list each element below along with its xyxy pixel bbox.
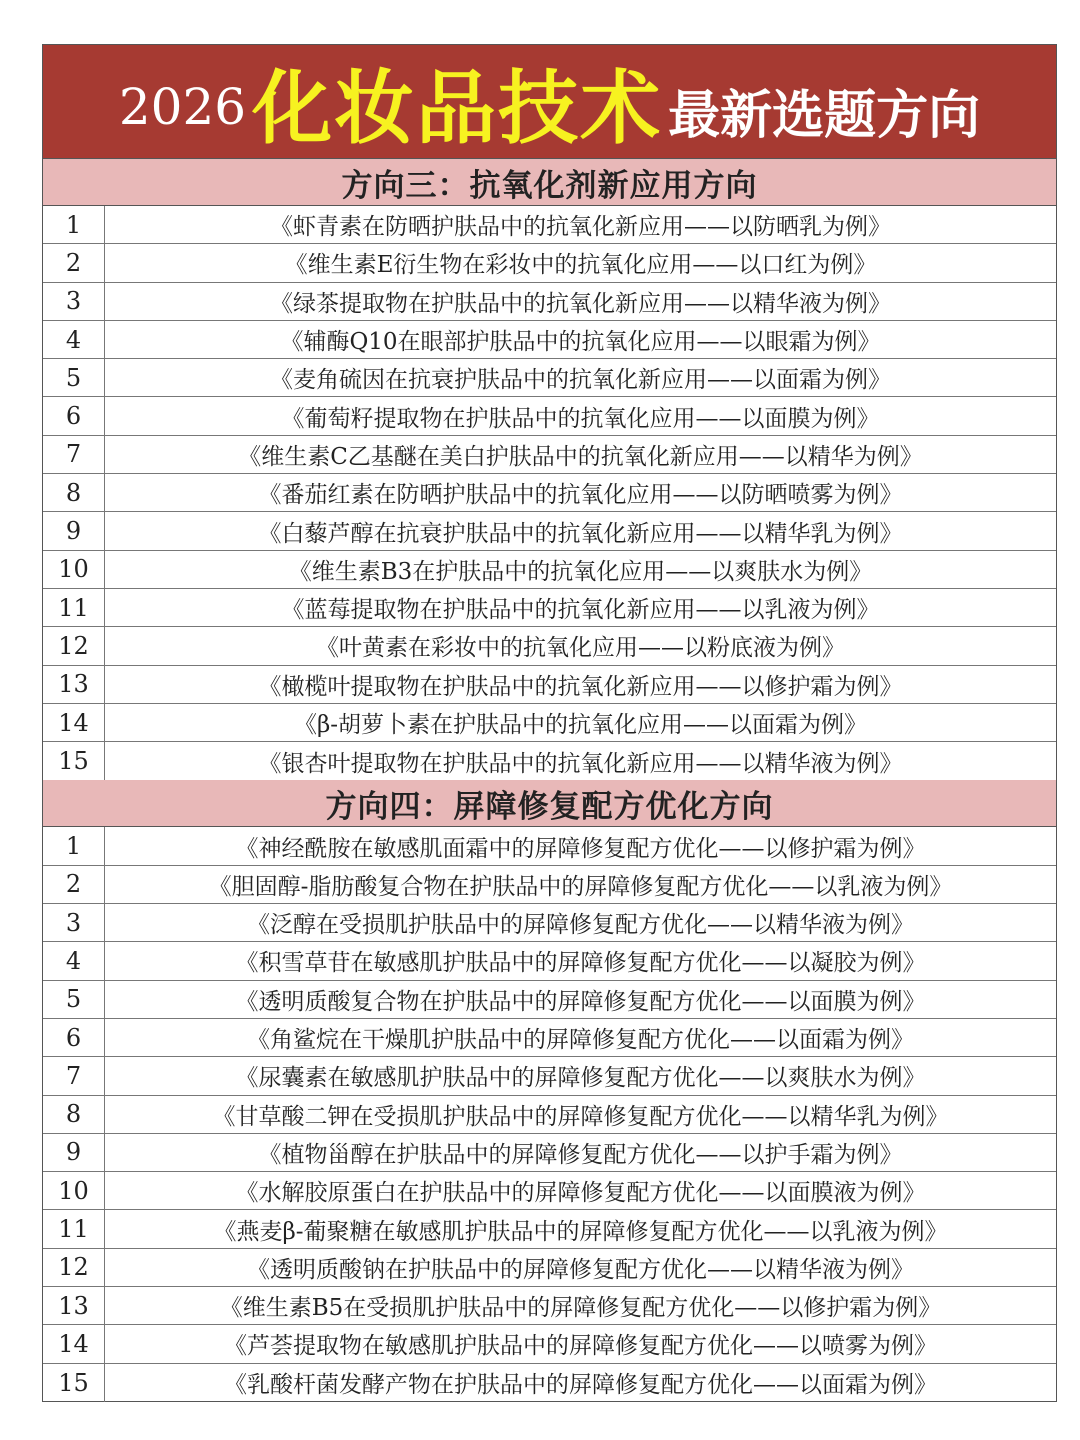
- table-row: [43, 742, 1056, 780]
- table-row: [43, 1172, 1056, 1210]
- row-topic-title: 《透明质酸钠在护肤品中的屏障修复配方优化——以精华液为例》: [247, 1256, 914, 1283]
- banner-year: 2026: [118, 77, 247, 136]
- row-topic-title: 《积雪草苷在敏感肌护肤品中的屏障修复配方优化——以凝胶为例》: [235, 950, 926, 977]
- table-row: [43, 827, 1056, 865]
- row-number: 10: [43, 1172, 105, 1209]
- table-row: [43, 1287, 1056, 1325]
- table-row: [43, 206, 1056, 244]
- banner-subtitle: 最新选题方向: [668, 85, 981, 146]
- table-row: [43, 244, 1056, 282]
- sections-container: [43, 159, 1056, 1402]
- row-topic-title: 《白藜芦醇在抗衰护肤品中的抗氧化新应用——以精华乳为例》: [258, 520, 903, 547]
- table-row: [43, 866, 1056, 904]
- row-number: 1: [43, 827, 105, 864]
- row-topic-title: 《维生素B3在护肤品中的抗氧化应用——以爽肤水为例》: [288, 558, 873, 585]
- row-number: 2: [43, 244, 105, 281]
- table-row: [43, 1325, 1056, 1363]
- section-header: 方向三：抗氧化剂新应用方向: [43, 159, 1056, 206]
- row-number: 7: [43, 436, 105, 473]
- row-number: 4: [43, 942, 105, 979]
- title-banner: [43, 45, 1056, 159]
- row-topic-title: 《植物甾醇在护肤品中的屏障修复配方优化——以护手霜为例》: [258, 1141, 903, 1168]
- row-number: 6: [43, 1019, 105, 1056]
- table-row: [43, 321, 1056, 359]
- row-number: 12: [43, 627, 105, 664]
- table-row: [43, 1210, 1056, 1248]
- table-row: [43, 1364, 1056, 1402]
- row-number: 6: [43, 397, 105, 434]
- row-topic-title: 《葡萄籽提取物在护肤品中的抗氧化应用——以面膜为例》: [281, 405, 880, 432]
- row-number: 12: [43, 1249, 105, 1286]
- row-number: 3: [43, 283, 105, 320]
- row-topic-title: 《虾青素在防晒护肤品中的抗氧化新应用——以防晒乳为例》: [270, 214, 891, 241]
- row-number: 5: [43, 981, 105, 1018]
- row-topic-title: 《芦荟提取物在敏感肌护肤品中的屏障修复配方优化——以喷雾为例》: [224, 1333, 937, 1360]
- row-topic-title: 《辅酶Q10在眼部护肤品中的抗氧化应用——以眼霜为例》: [280, 329, 881, 356]
- section-rows: [43, 827, 1056, 1401]
- row-topic-title: 《尿囊素在敏感肌护肤品中的屏障修复配方优化——以爽肤水为例》: [235, 1065, 926, 1092]
- table-row: [43, 1134, 1056, 1172]
- row-number: 1: [43, 206, 105, 243]
- row-topic-title: 《维生素B5在受损肌护肤品中的屏障修复配方优化——以修护霜为例》: [219, 1295, 942, 1322]
- table-row: [43, 589, 1056, 627]
- row-number: 11: [43, 1210, 105, 1247]
- row-topic-title: 《维生素C乙基醚在美白护肤品中的抗氧化新应用——以精华为例》: [238, 443, 923, 470]
- row-topic-title: 《燕麦β-葡聚糖在敏感肌护肤品中的屏障修复配方优化——以乳液为例》: [213, 1218, 948, 1245]
- table-row: [43, 981, 1056, 1019]
- row-topic-title: 《β-胡萝卜素在护肤品中的抗氧化应用——以面霜为例》: [293, 712, 868, 738]
- row-topic-title: 《蓝莓提取物在护肤品中的抗氧化新应用——以乳液为例》: [281, 597, 880, 624]
- table-row: [43, 1096, 1056, 1134]
- row-number: 10: [43, 551, 105, 588]
- row-number: 8: [43, 474, 105, 511]
- row-topic-title: 《麦角硫因在抗衰护肤品中的抗氧化新应用——以面霜为例》: [270, 367, 891, 394]
- row-number: 7: [43, 1057, 105, 1094]
- row-topic-title: 《泛醇在受损肌护肤品中的屏障修复配方优化——以精华液为例》: [247, 912, 914, 939]
- row-number: 5: [43, 359, 105, 396]
- row-number: 13: [43, 666, 105, 703]
- row-topic-title: 《乳酸杆菌发酵产物在护肤品中的屏障修复配方优化——以面霜为例》: [224, 1372, 937, 1399]
- table-row: [43, 359, 1056, 397]
- row-number: 3: [43, 904, 105, 941]
- table-row: [43, 436, 1056, 474]
- table-row: [43, 283, 1056, 321]
- section-rows: [43, 206, 1056, 780]
- row-topic-title: 《银杏叶提取物在护肤品中的抗氧化新应用——以精华液为例》: [258, 750, 903, 777]
- row-number: 14: [43, 1325, 105, 1362]
- table-row: [43, 704, 1056, 742]
- table-row: [43, 904, 1056, 942]
- table-row: [43, 1019, 1056, 1057]
- row-number: 2: [43, 866, 105, 903]
- row-topic-title: 《绿茶提取物在护肤品中的抗氧化新应用——以精华液为例》: [270, 290, 891, 317]
- table-row: [43, 397, 1056, 435]
- section-header: 方向四：屏障修复配方优化方向: [43, 780, 1056, 827]
- table-row: [43, 1057, 1056, 1095]
- table-row: [43, 551, 1056, 589]
- table-row: [43, 666, 1056, 704]
- topic-table: [42, 44, 1057, 1402]
- table-row: [43, 512, 1056, 550]
- table-row: [43, 1249, 1056, 1287]
- row-topic-title: 《胆固醇-脂肪酸复合物在护肤品中的屏障修复配方优化——以乳液为例》: [208, 873, 953, 900]
- table-row: [43, 942, 1056, 980]
- row-topic-title: 《番茄红素在防晒护肤品中的抗氧化应用——以防晒喷雾为例》: [258, 482, 903, 509]
- row-topic-title: 《橄榄叶提取物在护肤品中的抗氧化新应用——以修护霜为例》: [258, 673, 903, 700]
- row-number: 13: [43, 1287, 105, 1324]
- row-number: 9: [43, 1134, 105, 1171]
- row-topic-title: 《甘草酸二钾在受损肌护肤品中的屏障修复配方优化——以精华乳为例》: [212, 1103, 949, 1130]
- row-topic-title: 《神经酰胺在敏感肌面霜中的屏障修复配方优化——以修护霜为例》: [235, 835, 926, 862]
- row-number: 14: [43, 704, 105, 741]
- banner-main-title: 化妆品技术: [252, 61, 663, 155]
- row-number: 8: [43, 1096, 105, 1133]
- row-topic-title: 《透明质酸复合物在护肤品中的屏障修复配方优化——以面膜为例》: [235, 988, 926, 1015]
- table-row: [43, 474, 1056, 512]
- row-topic-title: 《维生素E衍生物在彩妆中的抗氧化应用——以口红为例》: [284, 252, 877, 279]
- row-topic-title: 《叶黄素在彩妆中的抗氧化应用——以粉底液为例》: [316, 635, 845, 662]
- row-number: 11: [43, 589, 105, 626]
- row-number: 9: [43, 512, 105, 549]
- row-number: 15: [43, 742, 105, 780]
- row-topic-title: 《角鲨烷在干燥肌护肤品中的屏障修复配方优化——以面霜为例》: [247, 1027, 914, 1054]
- row-number: 4: [43, 321, 105, 358]
- row-number: 15: [43, 1364, 105, 1402]
- row-topic-title: 《水解胶原蛋白在护肤品中的屏障修复配方优化——以面膜液为例》: [235, 1180, 926, 1207]
- table-row: [43, 627, 1056, 665]
